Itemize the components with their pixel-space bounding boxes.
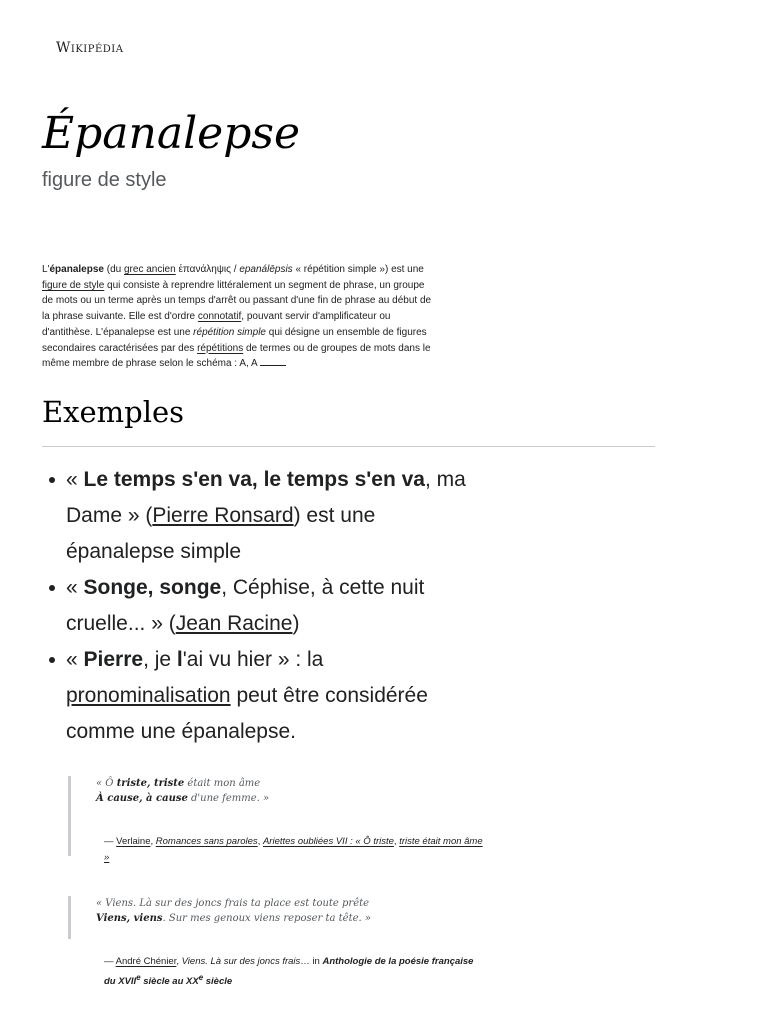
page-title: Épanalepse [42,108,300,159]
blockquote-chenier [68,896,516,939]
quote-line: « Viens. Là sur des joncs frais ta place est toute prête [96,898,370,909]
link-pierre-ronsard[interactable]: Pierre Ronsard [152,504,294,527]
quote-bold: Viens, viens [96,913,163,924]
quote-line [96,776,516,791]
cite-dash: — [104,956,116,967]
example-bold: Songe, songe [83,576,222,599]
intro-text: qui consiste à reprendre littéralement un segment de phrase, un groupe de mots ou un terme après un temps d'arrêt ou passant d'une fin de phrase au début de la phrase suivante. Elle est d'ordre [42,279,432,323]
intro-text: ἐπανάληψις / [175,264,240,275]
quote-text: « Ô [96,778,117,789]
example-text: , je [143,648,177,671]
intro-text: (du [103,264,124,275]
link-andre-chenier[interactable]: André Chénier [115,956,177,967]
list-item [66,462,466,570]
cite-superscript: e [198,973,204,982]
example-text: 'ai vu hier » : la [182,648,324,671]
intro-text: , pouvant servir d'amplificateur ou d'antithèse. L'épanalepse est une [42,311,391,338]
link-repetitions[interactable]: répétitions [197,342,244,354]
example-text: « [66,576,84,599]
intro-text: « répétition simple ») est une [292,264,424,275]
page-subtitle: figure de style [42,169,167,191]
example-text: « [66,648,84,671]
intro-transliteration: epanálēpsis [239,264,293,275]
link-pronominalisation[interactable]: pronominalisation [66,684,231,707]
cite-dash: — [104,836,117,847]
link-grec-ancien[interactable]: grec ancien [123,264,176,275]
cite-sep: , [150,836,156,847]
quote-line [96,791,516,806]
example-text: , ma Dame » ( [66,468,466,527]
section-heading-exemples: Exemples [42,390,655,447]
quote-bold: triste, triste [116,778,185,789]
cite-work: Viens. Là sur des joncs frais [181,956,301,967]
cite-anthology-part: siècle au XX [140,976,199,988]
intro-text: qui désigne un ensemble de figures secondaires caractérisées par des [42,326,427,354]
list-item [66,570,466,642]
cite-sep: … in [300,956,323,967]
example-text: ) [292,612,300,635]
quote-text: était mon âme [184,778,261,789]
schema-blank-line [260,365,286,366]
intro-text: de termes ou de groupes de mots dans le même membre de phrase selon le schéma : A, A [42,342,431,370]
cite-superscript: e [136,973,141,982]
intro-text: L' [42,264,50,275]
list-item [66,642,466,750]
cite-sep: , [176,956,182,967]
example-text: , Céphise, à cette nuit cruelle... » ( [66,576,425,635]
link-ariettes-oubliees[interactable]: Ariettes oubliées VII : « Ô triste [262,836,394,847]
example-bold: Pierre [83,648,144,671]
intro-term: épanalepse [49,264,104,275]
intro-paragraph [42,262,438,372]
example-bold: Le temps s'en va, le temps s'en va [83,468,425,491]
cite-sep: , [393,836,400,847]
link-romances-sans-paroles[interactable]: Romances sans paroles [155,836,258,847]
quote-bold: À cause, à cause [96,793,188,804]
example-text: peut être considérée comme une épanalepse. [66,684,428,743]
quote-spacer [96,806,516,834]
examples-list [66,462,466,750]
cite-anthology: Anthologie de la poésie française [322,956,474,967]
link-verlaine[interactable]: Verlaine [116,836,151,847]
cite-anthology [104,973,233,988]
cite-anthology-part: du XVII [104,976,137,988]
citation-verlaine [104,834,484,866]
example-text: « [66,468,84,491]
link-jean-racine[interactable]: Jean Racine [175,612,293,635]
example-bold: l [176,648,183,671]
cite-sep: , [257,836,263,847]
wikipedia-wordmark[interactable]: Wikipédia [56,40,124,56]
quote-text: d'une femme. » [187,793,270,804]
quote-spacer [96,926,516,939]
link-triste-etait-mon-ame[interactable]: triste était mon âme » [104,836,483,863]
citation-chenier [104,954,484,990]
link-connotatif[interactable]: connotatif [197,311,242,323]
cite-anthology-part: siècle [203,976,233,988]
intro-repetition-simple: répétition simple [193,326,266,338]
quote-line [96,911,516,926]
quote-text: . Sur mes genoux viens reposer ta tête. » [162,913,371,924]
link-figure-de-style[interactable]: figure de style [42,279,105,291]
example-text: ) est une épanalepse simple [66,504,376,563]
